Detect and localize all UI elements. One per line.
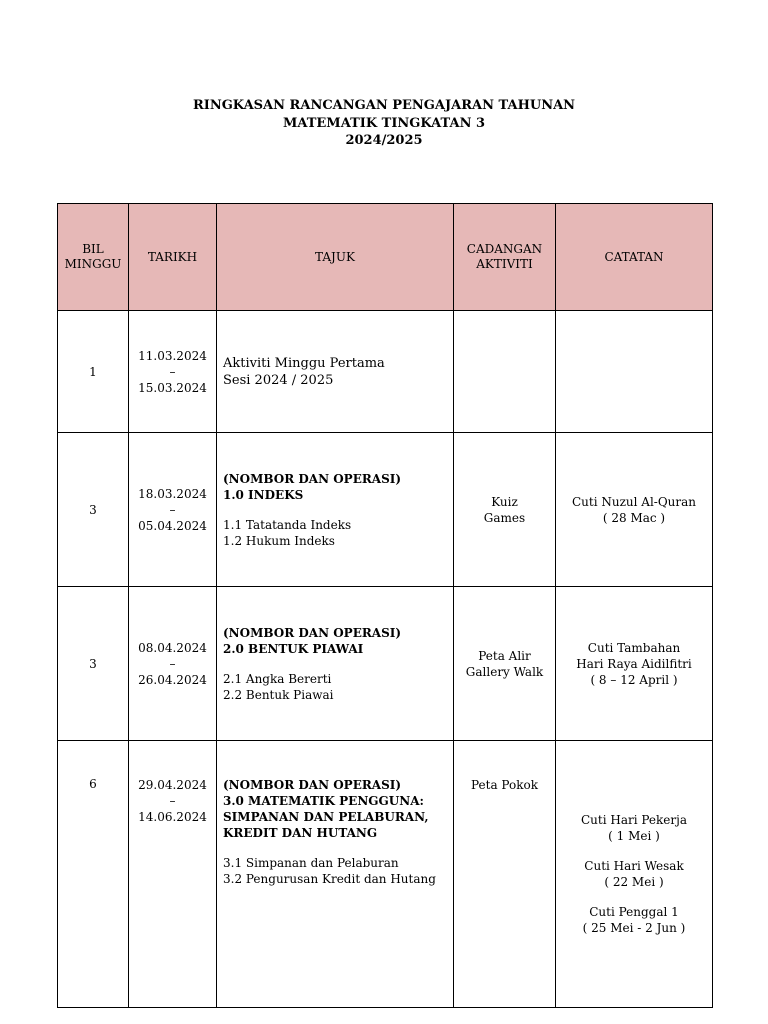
table-row <box>58 433 713 587</box>
aktiviti-item: Peta Alir <box>478 648 531 663</box>
cell-aktiviti <box>454 433 556 587</box>
catatan-line: Cuti Penggal 1 <box>589 905 679 919</box>
cell-bil: 3 <box>58 587 129 741</box>
cell-catatan <box>556 433 713 587</box>
tajuk-subtopic: 3.2 Pengurusan Kredit dan Hutang <box>223 872 436 886</box>
date-start: 29.04.2024 <box>138 778 207 792</box>
tajuk-heading: (NOMBOR DAN OPERASI) <box>223 471 402 486</box>
catatan-line: Cuti Hari Pekerja <box>580 813 687 827</box>
tajuk-line-1: Aktiviti Minggu Pertama <box>223 355 385 371</box>
title-line-1: RINGKASAN RANCANGAN PENGAJARAN TAHUNAN <box>192 98 576 113</box>
cell-tajuk <box>217 587 454 741</box>
header-bil-line1: BIL <box>82 242 104 256</box>
cell-tajuk <box>217 433 454 587</box>
cell-tarikh <box>129 311 217 433</box>
header-bil-line2: MINGGU <box>64 257 122 271</box>
tajuk-line-2: Sesi 2024 / 2025 <box>223 372 334 388</box>
tajuk-heading: (NOMBOR DAN OPERASI) <box>223 778 402 792</box>
tajuk-subtopic: 2.1 Angka Bererti <box>223 671 332 686</box>
title-line-2: MATEMATIK TINGKATAN 3 <box>282 115 486 131</box>
table-header-row <box>58 204 713 311</box>
cell-tarikh <box>129 587 217 741</box>
cell-tarikh <box>129 433 217 587</box>
tajuk-topic: 2.0 BENTUK PIAWAI <box>223 641 364 656</box>
table-row <box>58 311 713 433</box>
date-start: 08.04.2024 <box>138 640 207 655</box>
header-bil-minggu <box>58 204 129 311</box>
catatan-line: Cuti Nuzul Al-Quran <box>571 494 697 509</box>
date-dash: – <box>169 794 176 808</box>
catatan-line: ( 1 Mei ) <box>608 829 660 843</box>
date-end: 15.03.2024 <box>138 380 207 395</box>
cell-tajuk <box>217 741 454 1008</box>
tajuk-subtopic: 1.2 Hukum Indeks <box>223 533 335 548</box>
plan-table <box>57 203 713 1008</box>
tajuk-topic: 1.0 INDEKS <box>223 487 304 502</box>
header-tarikh: TARIKH <box>129 204 217 311</box>
cell-catatan <box>556 587 713 741</box>
tajuk-subtopic: 1.1 Tatatanda Indeks <box>223 517 352 532</box>
tajuk-heading: (NOMBOR DAN OPERASI) <box>223 625 402 640</box>
header-aktiviti-line1: CADANGAN <box>466 242 543 256</box>
tajuk-topic: 3.0 MATEMATIK PENGGUNA: <box>223 794 424 808</box>
tajuk-subtopic: 2.2 Bentuk Piawai <box>223 687 334 702</box>
table-row <box>58 587 713 741</box>
title-line-3: 2024/2025 <box>345 133 423 148</box>
header-aktiviti-line2: AKTIVITI <box>476 257 533 271</box>
aktiviti-item: Games <box>483 510 526 525</box>
tajuk-subtopic: 3.1 Simpanan dan Pelaburan <box>223 856 399 870</box>
header-catatan: CATATAN <box>556 204 713 311</box>
cell-catatan <box>556 311 713 433</box>
header-cadangan-aktiviti <box>454 204 556 311</box>
header-tajuk: TAJUK <box>217 204 454 311</box>
date-start: 11.03.2024 <box>138 348 207 363</box>
catatan-line: ( 28 Mac ) <box>602 510 666 525</box>
date-end: 14.06.2024 <box>138 810 207 824</box>
cell-aktiviti <box>454 741 556 1008</box>
catatan-line: Hari Raya Aidilfitri <box>576 656 692 671</box>
date-dash: – <box>169 502 176 517</box>
cell-bil: 1 <box>58 311 129 433</box>
cell-tajuk <box>217 311 454 433</box>
catatan-line: ( 25 Mei - 2 Jun ) <box>582 921 686 935</box>
aktiviti-item: Gallery Walk <box>465 664 544 679</box>
document-title <box>0 97 768 150</box>
date-dash: – <box>169 364 176 379</box>
catatan-line: ( 22 Mei ) <box>604 875 664 889</box>
date-start: 18.03.2024 <box>138 486 207 501</box>
catatan-line: Cuti Tambahan <box>587 640 681 655</box>
date-end: 05.04.2024 <box>138 518 207 533</box>
cell-aktiviti <box>454 311 556 433</box>
cell-catatan <box>556 741 713 1008</box>
cell-bil: 6 <box>58 741 129 1008</box>
catatan-line: ( 8 – 12 April ) <box>590 672 678 687</box>
catatan-line: Cuti Hari Wesak <box>584 859 684 873</box>
date-dash: – <box>169 656 176 671</box>
cell-aktiviti <box>454 587 556 741</box>
aktiviti-item: Peta Pokok <box>470 778 538 792</box>
cell-bil: 3 <box>58 433 129 587</box>
aktiviti-item: Kuiz <box>491 494 518 509</box>
cell-tarikh <box>129 741 217 1008</box>
date-end: 26.04.2024 <box>138 672 207 687</box>
table-row <box>58 741 713 1008</box>
tajuk-topic: SIMPANAN DAN PELABURAN, <box>223 810 429 824</box>
tajuk-topic: KREDIT DAN HUTANG <box>223 826 378 840</box>
